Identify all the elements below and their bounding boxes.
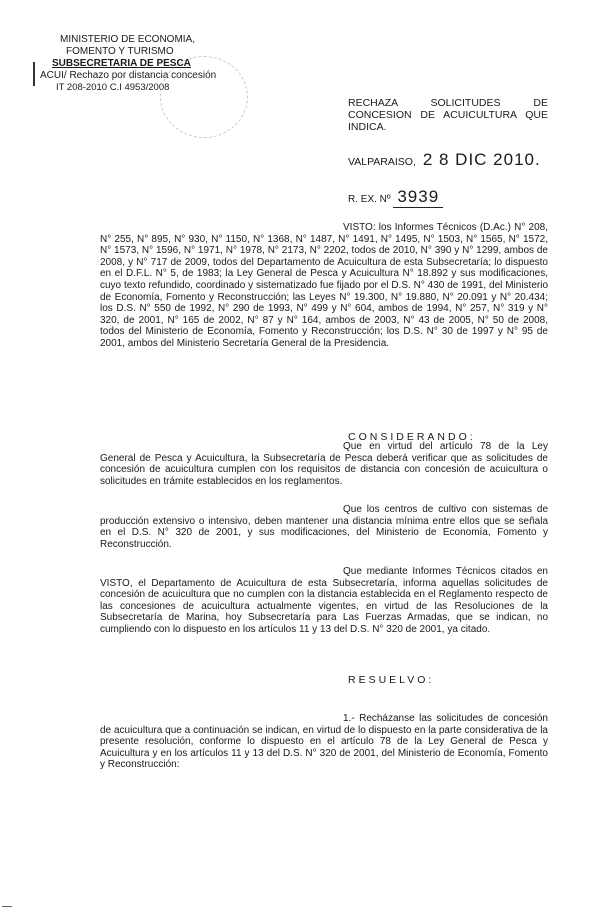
- ministry-name-line2: FOMENTO Y TURISMO: [66, 46, 174, 57]
- resolution-label: R. EX. Nº: [348, 194, 391, 205]
- date-stamp: 2 8 DIC 2010.: [422, 150, 541, 169]
- visto-paragraph: VISTO: los Informes Técnicos (D.Ac.) N° 208, N° 255, N° 895, N° 930, N° 1150, N° 1368, N° 1487, N° 1491, N° 1495, N° 1503, N° 1565, N° 1572, N° 1573, N° 1596, N° 1971, N° 1978, N° 2173, N° 2202, todos de 2010, N° 390 y N° 1299, ambos de 2008, y N° 717 de 2009, todos del Departamento de Acuicultura de esta Subsecretaría; lo dispuesto en el D.F.L. N° 5, de 1983; la Ley General de Pesca y Acuicultura N° 18.892 y sus modificaciones, cuyo texto refundido, coordinado y sistematizado fue fijado por el D.S. N° 430 de 1991, del Ministerio de Economía, Fomento y Reconstrucción; las Leyes N° 19.300, N° 19.880, N° 20.091 y N° 20.434; los D.S. N° 550 de 1992, N° 290 de 1993, N° 499 y N° 604, ambos de 1994, N° 257, N° 319 y N° 320, de 2001, N° 165 de 2002, N° 87 y N° 164, ambos de 2003, N° 43 de 2005, N° 50 de 2008, todos del Ministerio de Economía, Fomento y Reconstrucción; los D.S. N° 30 de 1997 y N° 95 de 2001, ambos del Ministerio Secretaría General de la Presidencia.: [100, 222, 548, 349]
- considerando-paragraph-1: Que en virtud del artículo 78 de la Ley General de Pesca y Acuicultura, la Subsecretaría de Pesca deberá verificar que as solicitudes de concesión de acuicultura cumplen con los requisitos de distancia con concesión de acuicultura o solicitudes en trámite establecidos en los reglamentos.: [100, 441, 548, 487]
- resolution-number: 3939: [397, 187, 440, 206]
- considerando-heading: CONSIDERANDO:: [348, 431, 476, 443]
- date-line: [348, 150, 541, 170]
- reference-line-1: ACUI/ Rechazo por distancia concesión: [40, 70, 217, 81]
- document-title: RECHAZA SOLICITUDES DE CONCESION DE ACUICULTURA QUE INDICA.: [348, 97, 548, 133]
- date-place: VALPARAISO,: [348, 156, 416, 168]
- official-seal-stamp: [160, 56, 248, 138]
- page-corner-mark: [2, 906, 12, 911]
- considerando-paragraph-2: Que los centros de cultivo con sistemas de producción extensivo o intensivo, deben mantener una distancia mínima entre ellos que se señala en el D.S. N° 320 de 2001, y sus modificaciones, del Ministerio de Economía, Fomento y Reconstrucción.: [100, 504, 548, 550]
- margin-mark: [33, 62, 35, 86]
- reference-line-2: IT 208-2010 C.I 4953/2008: [56, 82, 170, 93]
- resuelvo-heading: RESUELVO:: [348, 674, 435, 686]
- resolution-number-line: [348, 187, 443, 208]
- considerando-paragraph-3: Que mediante Informes Técnicos citados en VISTO, el Departamento de Acuicultura de esta Subsecretaría, informa aquellas solicitudes de concesión de acuicultura que no cumplen con la distancia establecida en el Reglamento respecto de las concesiones de acuicultura actualmente vigentes, en virtud de las Resoluciones de la Subsecretaría de Marina, hoy Subsecretaría para Las Fuerzas Armadas, que se indican, no cumpliendo con lo dispuesto en los artículos 11 y 13 del D.S. N° 320 de 2001, ya citado.: [100, 566, 548, 635]
- resuelvo-paragraph-1: 1.- Recházanse las solicitudes de concesión de acuicultura que a continuación se indican, en virtud de lo dispuesto en la parte considerativa de la presente resolución, conforme lo dispuesto en el artículo 78 de la Ley General de Pesca y Acuicultura y en los artículos 11 y 13 del D.S. N° 320 de 2001, del Ministerio de Economía, Fomento y Reconstrucción:: [100, 713, 548, 771]
- subsecretaria-name: SUBSECRETARIA DE PESCA: [52, 58, 191, 69]
- ministry-name: MINISTERIO DE ECONOMIA,: [60, 34, 196, 45]
